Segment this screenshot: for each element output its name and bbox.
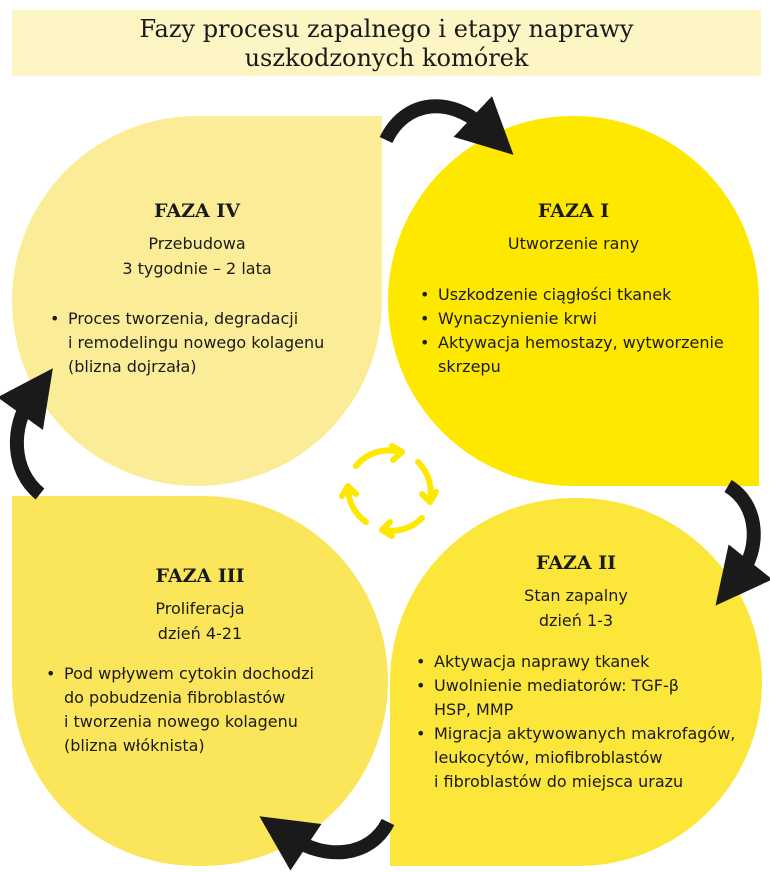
curved-arrow-icon <box>728 486 754 575</box>
phase-4-name: Przebudowa <box>148 234 246 253</box>
phase-4-heading: FAZA IV <box>154 200 240 222</box>
list-item: • Aktywacja hemostazy, wytworzenie skrzepu <box>418 331 763 379</box>
list-item: • Uszkodzenie ciągłości tkanek <box>418 283 763 307</box>
title-line-2: uszkodzonych komórek <box>244 44 529 72</box>
curved-arrow-icon <box>17 400 40 494</box>
list-item: • Pod wpływem cytokin dochodzi do pobudzenia fibroblastów i tworzenia nowego kolagenu (blizna włóknista) <box>44 662 374 758</box>
list-item: • Uwolnienie mediatorów: TGF-β HSP, MMP <box>414 674 766 722</box>
list-item: • Migracja aktywowanych makrofagów, leukocytów, miofibroblastów i fibroblastów do miejsca urazu <box>414 722 766 794</box>
list-item: • Aktywacja naprawy tkanek <box>414 650 766 674</box>
phase-4-duration: 3 tygodnie – 2 lata <box>122 259 272 278</box>
title-line-1: Fazy procesu zapalnego i etapy naprawy <box>139 15 634 43</box>
phase-3-duration: dzień 4-21 <box>157 624 243 643</box>
curved-arrow-icon <box>386 106 485 140</box>
phase-3-heading: FAZA III <box>155 565 245 587</box>
phase-1-name: Utworzenie rany <box>507 234 640 253</box>
phase-3-name: Proliferacja <box>155 599 245 618</box>
list-item: • Proces tworzenia, degradacji i remodelingu nowego kolagenu (blizna dojrzała) <box>48 307 368 379</box>
list-item: • Wynaczynienie krwi <box>418 307 763 331</box>
cycle-icon <box>342 446 436 536</box>
phase-2-duration: dzień 1-3 <box>538 611 614 630</box>
phase-1-heading: FAZA I <box>537 200 610 222</box>
phase-2-heading: FAZA II <box>535 552 617 574</box>
curved-arrow-icon <box>292 822 388 852</box>
phase-2-name: Stan zapalny <box>524 586 628 605</box>
